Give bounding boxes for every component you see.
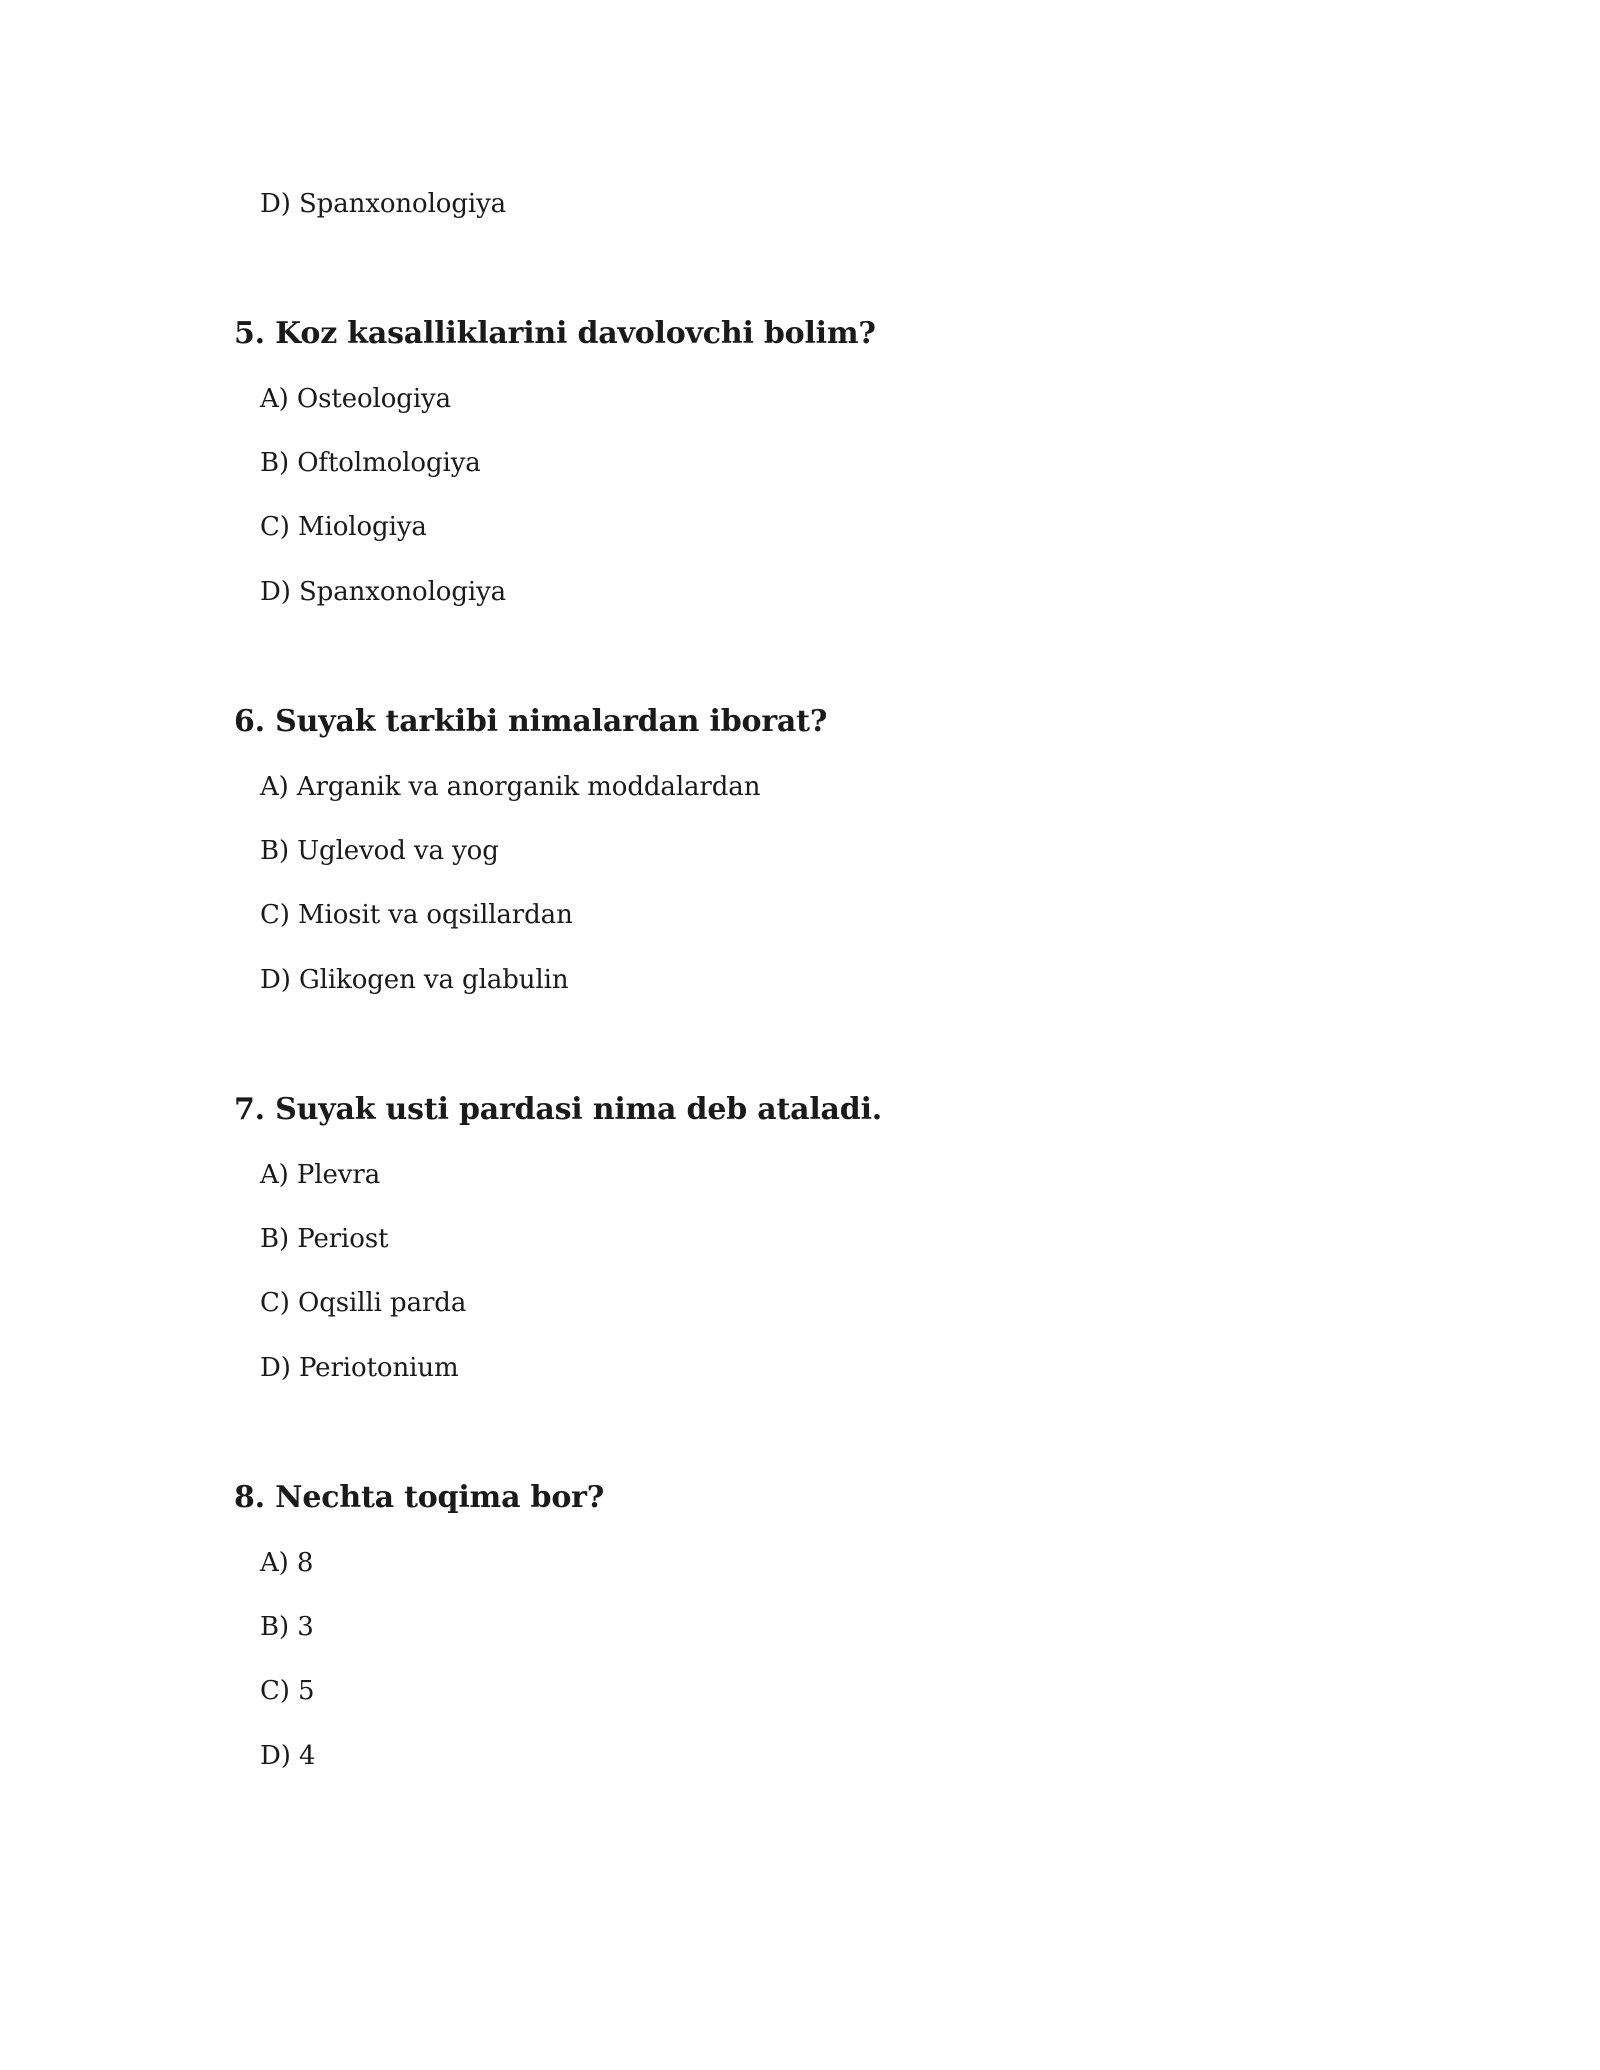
question-7-option-d: D) Periotonium xyxy=(260,1353,459,1383)
question-5-text: 5. Koz kasalliklarini davolovchi bolim? xyxy=(234,316,876,351)
question-6-text: 6. Suyak tarkibi nimalardan iborat? xyxy=(234,704,828,739)
question-6-option-a: A) Arganik va anorganik moddalardan xyxy=(260,772,761,802)
question-7-option-b: B) Periost xyxy=(260,1224,389,1254)
question-8-option-b: B) 3 xyxy=(260,1612,314,1642)
question-7-option-a: A) Plevra xyxy=(260,1160,381,1190)
question-5-option-c: C) Miologiya xyxy=(260,512,427,542)
question-8-text: 8. Nechta toqima bor? xyxy=(234,1480,605,1515)
question-8-option-a: A) 8 xyxy=(260,1548,314,1578)
question-6-option-c: C) Miosit va oqsillardan xyxy=(260,900,573,930)
question-5-option-b: B) Oftolmologiya xyxy=(260,448,481,478)
question-8-option-c: C) 5 xyxy=(260,1676,315,1706)
question-8-option-d: D) 4 xyxy=(260,1741,316,1771)
question-7-option-c: C) Oqsilli parda xyxy=(260,1288,467,1318)
question-6-option-b: B) Uglevod va yog xyxy=(260,836,499,866)
question-5-option-d: D) Spanxonologiya xyxy=(260,577,507,607)
option-d-carryover: D) Spanxonologiya xyxy=(260,189,507,219)
question-5-option-a: A) Osteologiya xyxy=(260,384,452,414)
question-6-option-d: D) Glikogen va glabulin xyxy=(260,965,569,995)
question-7-text: 7. Suyak usti pardasi nima deb ataladi. xyxy=(234,1092,883,1127)
